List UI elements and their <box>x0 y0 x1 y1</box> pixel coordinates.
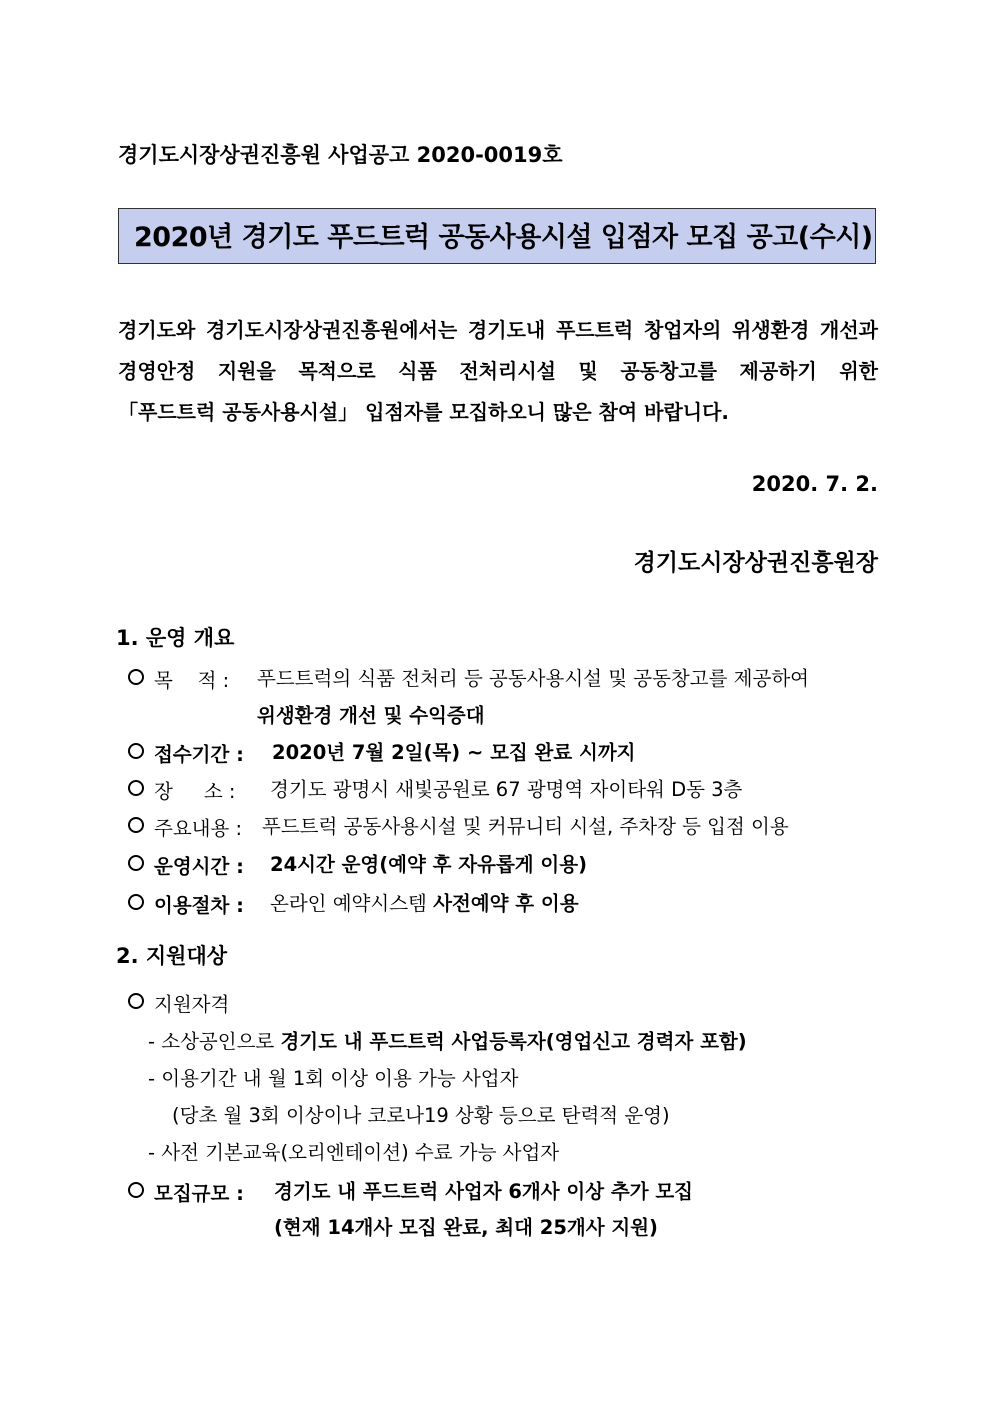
announcement-date: 2020. 7. 2. <box>751 472 878 496</box>
period-text: 2020년 7월 2일(목) ~ 모집 완료 시까지 <box>272 741 636 764</box>
page-title: 2020년 경기도 푸드트럭 공동사용시설 입점자 모집 공고(수시) <box>134 222 873 253</box>
circle-bullet-icon <box>128 993 144 1009</box>
item-label: 주요내용 : <box>154 817 243 840</box>
intro-line-3: 「푸드트럭 공동사용시설」 입점자를 모집하오니 많은 참여 바랍니다. <box>118 400 730 424</box>
item-label: 목 적 : <box>154 669 230 692</box>
item-label: 이용절차 : <box>154 894 244 917</box>
item-label: 접수기간 : <box>154 743 244 766</box>
item-purpose <box>128 669 229 691</box>
hours-text: 24시간 운영(예약 후 자유롭게 이용) <box>270 853 587 876</box>
circle-bullet-icon <box>128 743 144 759</box>
item-scale <box>128 1182 244 1204</box>
document-number: 경기도시장상권진흥원 사업공고 2020-0019호 <box>118 143 563 167</box>
circle-bullet-icon <box>128 817 144 833</box>
issuer-name: 경기도시장상권진흥원장 <box>633 550 878 576</box>
item-label: 장 소 : <box>154 780 236 803</box>
scale-text: 경기도 내 푸드트럭 사업자 6개사 이상 추가 모집 <box>274 1180 693 1203</box>
requirement-1-bold: 경기도 내 푸드트럭 사업등록자(영업신고 경력자 포함) <box>280 1030 747 1053</box>
scale-note: (현재 14개사 모집 완료, 최대 25개사 지원) <box>274 1216 658 1239</box>
item-label: 지원자격 <box>154 993 230 1016</box>
item-label: 모집규모 : <box>154 1182 244 1205</box>
item-period <box>128 743 244 765</box>
requirement-3: - 사전 기본교육(오리엔테이션) 수료 가능 사업자 <box>148 1141 560 1164</box>
item-label: 운영시간 : <box>154 855 244 878</box>
requirement-2-note: (당초 월 3회 이상이나 코로나19 상황 등으로 탄력적 운영) <box>172 1104 670 1127</box>
circle-bullet-icon <box>128 855 144 871</box>
procedure-text-bold: 사전예약 후 이용 <box>433 892 579 915</box>
item-place <box>128 780 235 802</box>
section-heading-overview: 1. 운영 개요 <box>116 626 235 650</box>
procedure-text <box>270 894 579 914</box>
procedure-text-plain: 온라인 예약시스템 <box>270 892 427 915</box>
item-hours <box>128 855 244 877</box>
circle-bullet-icon <box>128 780 144 796</box>
item-qualification <box>128 993 229 1015</box>
purpose-text-cont: 위생환경 개선 및 수익증대 <box>257 704 485 727</box>
requirement-1-plain: - 소상공인으로 <box>148 1030 275 1053</box>
purpose-text: 푸드트럭의 식품 전처리 등 공동사용시설 및 공동창고를 제공하여 <box>257 667 809 690</box>
section-heading-eligibility: 2. 지원대상 <box>116 944 228 968</box>
item-procedure <box>128 894 244 916</box>
circle-bullet-icon <box>128 894 144 910</box>
content-text: 푸드트럭 공동사용시설 및 커뮤니티 시설, 주차장 등 입점 이용 <box>262 815 789 838</box>
item-content <box>128 817 242 839</box>
circle-bullet-icon <box>128 1182 144 1198</box>
place-text: 경기도 광명시 새빛공원로 67 광명역 자이타워 D동 3층 <box>270 778 743 801</box>
requirement-1 <box>148 1032 747 1052</box>
intro-line-1: 경기도와 경기도시장상권진흥원에서는 경기도내 푸드트럭 창업자의 위생환경 개선과 <box>118 318 878 342</box>
requirement-2: - 이용기간 내 월 1회 이상 이용 가능 사업자 <box>148 1067 519 1090</box>
intro-line-2: 경영안정 지원을 목적으로 식품 전처리시설 및 공동창고를 제공하기 위한 <box>118 359 878 383</box>
circle-bullet-icon <box>128 669 144 685</box>
